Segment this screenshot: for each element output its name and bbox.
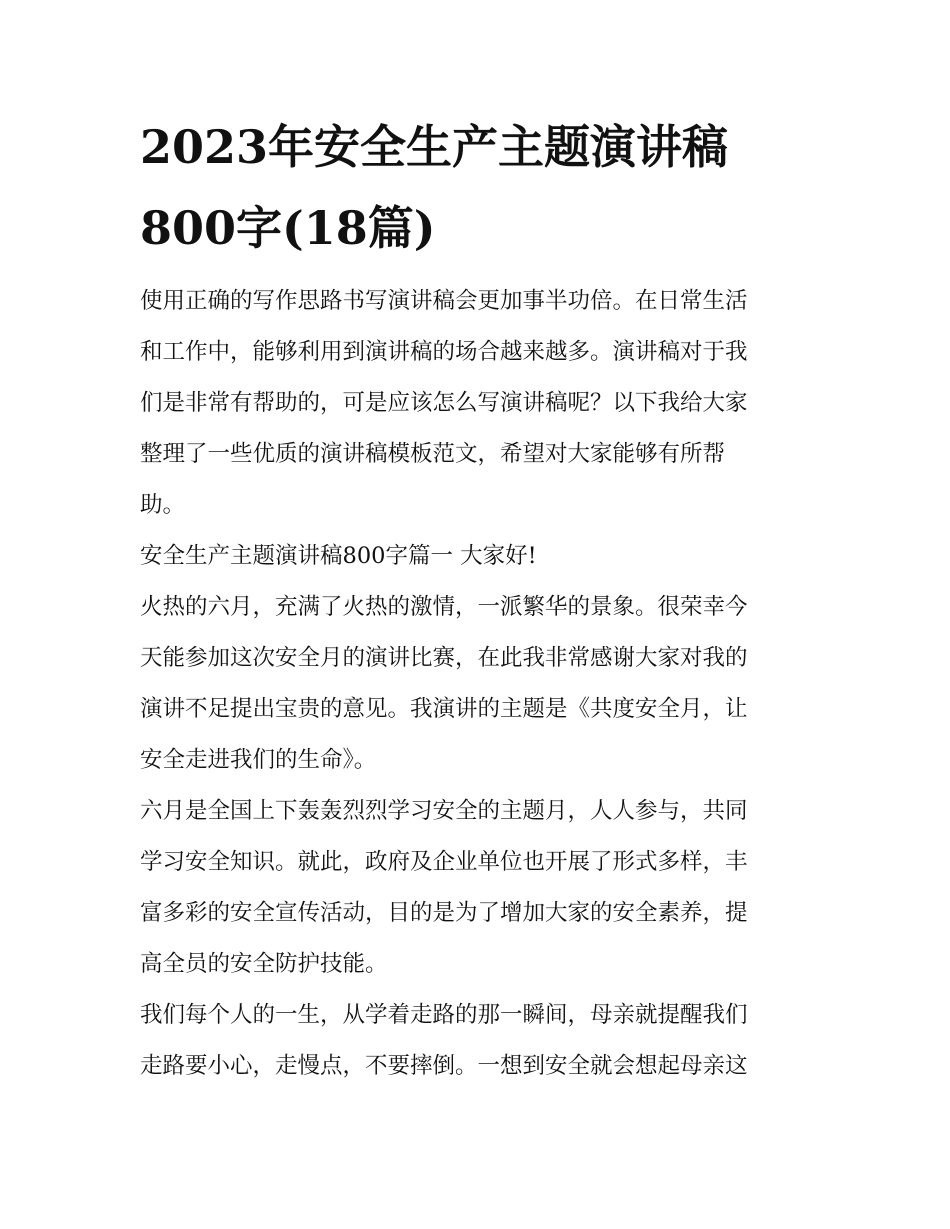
body-text-line: 走路要小心，走慢点，不要摔倒。一想到安全就会想起母亲这 <box>140 1053 748 1079</box>
section-heading-line: 安全生产主题演讲稿800字篇一 大家好! <box>140 543 537 569</box>
body-text-line: 六月是全国上下轰轰烈烈学习安全的主题月，人人参与，共同 <box>140 798 748 824</box>
body-text-line: 富多彩的安全宣传活动，目的是为了增加大家的安全素养，提 <box>140 900 748 926</box>
body-text-line: 学习安全知识。就此，政府及企业单位也开展了形式多样，丰 <box>140 849 748 875</box>
document-body <box>140 283 820 1099</box>
body-text-line: 演讲不足提出宝贵的意见。我演讲的主题是《共度安全月，让 <box>140 696 748 722</box>
document-title-line-1: 2023年安全生产主题演讲稿 <box>140 120 729 174</box>
body-text-line: 使用正确的写作思路书写演讲稿会更加事半功倍。在日常生活 <box>140 288 748 314</box>
body-text-line: 助。 <box>140 492 186 518</box>
body-text-line: 火热的六月，充满了火热的激情，一派繁华的景象。很荣幸今 <box>140 594 748 620</box>
body-text-line: 高全员的安全防护技能。 <box>140 951 388 977</box>
body-text-line: 们是非常有帮助的，可是应该怎么写演讲稿呢？以下我给大家 <box>140 390 748 416</box>
document-title-line-2: 800字(18篇) <box>140 201 436 255</box>
body-text-line: 我们每个人的一生，从学着走路的那一瞬间，母亲就提醒我们 <box>140 1002 748 1028</box>
body-text-line: 安全走进我们的生命》。 <box>140 747 377 773</box>
body-text-line: 整理了一些优质的演讲稿模板范文，希望对大家能够有所帮 <box>140 441 726 467</box>
body-text-line: 和工作中，能够利用到演讲稿的场合越来越多。演讲稿对于我 <box>140 339 748 365</box>
body-text-line: 天能参加这次安全月的演讲比赛，在此我非常感谢大家对我的 <box>140 645 748 671</box>
